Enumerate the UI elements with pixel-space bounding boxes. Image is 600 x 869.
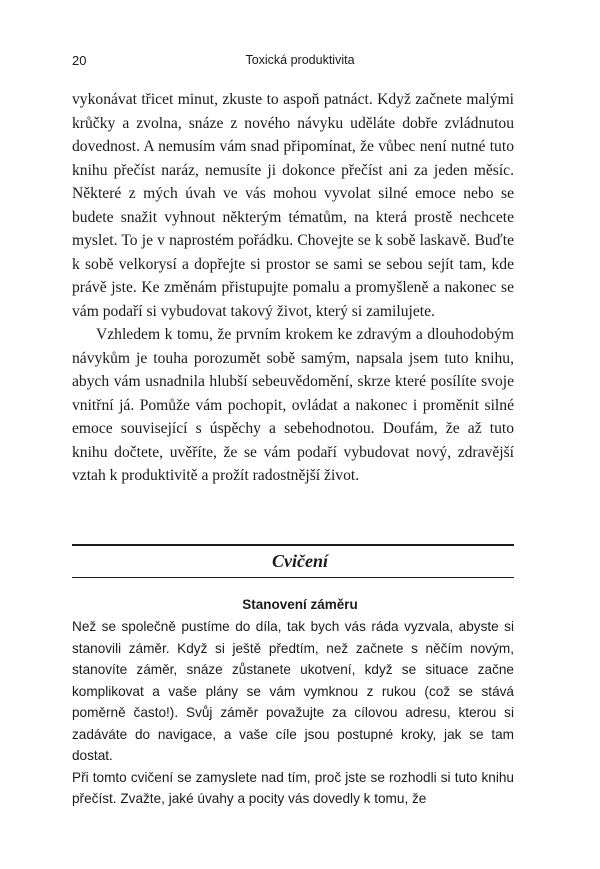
- body-text: [72, 88, 514, 488]
- page-number: 20: [72, 53, 87, 68]
- exercise-rule-bottom: [72, 577, 514, 578]
- running-header: Toxická produktivita: [245, 53, 355, 67]
- exercise-subtitle: Stanovení záměru: [242, 597, 358, 612]
- exercise-title: Cvičení: [272, 551, 328, 571]
- exercise-paragraph: Než se společně pustíme do díla, tak bych vás ráda vyzvala, abyste si stanovili záměr. Když si ještě předtím, než začnete s něčím novým, stanovíte záměr, snáze zůstanete ukotvení, když se situace začne komplikovat a vaše plány se vám vymknou z rukou (což se stává poměrně často!). Svůj záměr považujte za cílovou adresu, kterou si zadáváte do navigace, a vaše cíle jsou postupné kroky, jak se tam dostat.: [72, 619, 514, 763]
- exercise-paragraph: Při tomto cvičení se zamyslete nad tím, proč jste se rozhodli si tuto knihu přečíst. Zvažte, jaké úvahy a pocity vás dovedly k tomu, že: [72, 769, 514, 806]
- exercise-rule-top: [72, 544, 514, 546]
- body-paragraph: Vzhledem k tomu, že prvním krokem ke zdravým a dlouhodobým návykům je touha porozumět sobě samým, napsala jsem tuto knihu, abych vám usnadnila hlubší sebeuvědomění, skrze které posílíte svoje vnitřní já. Pomůže vám pochopit, ovládat a nakonec i proměnit silné emoce související s úspěchy a sebehodnotou. Doufám, že až tuto knihu dočtete, uvěříte, že se vám podaří vybudovat nový, zdravější vztah k produktivitě a prožít radostnější život.: [72, 326, 514, 484]
- body-paragraph: vykonávat třicet minut, zkuste to aspoň patnáct. Když začnete malými krůčky a zvolna, snáze z nového návyku uděláte dobře zvládnutou dovednost. A nemusím vám snad připomínat, že vůbec není nutné tuto knihu přečíst naráz, nemusíte ji dokonce přečíst ani za jeden měsíc. Některé z mých úvah ve vás mohou vyvolat silné emoce nebo se budete snažit vyhnout některým tématům, na která prostě nechcete myslet. To je v naprostém pořádku. Chovejte se k sobě laskavě. Buďte k sobě velkorysí a dopřejte si prostor se sami se sebou sejít tam, kde právě jste. Ke změnám přistupujte pomalu a promyšleně a nakonec se vám podaří si vybudovat takový život, který si zamilujete.: [72, 91, 514, 320]
- exercise-text: [72, 616, 514, 810]
